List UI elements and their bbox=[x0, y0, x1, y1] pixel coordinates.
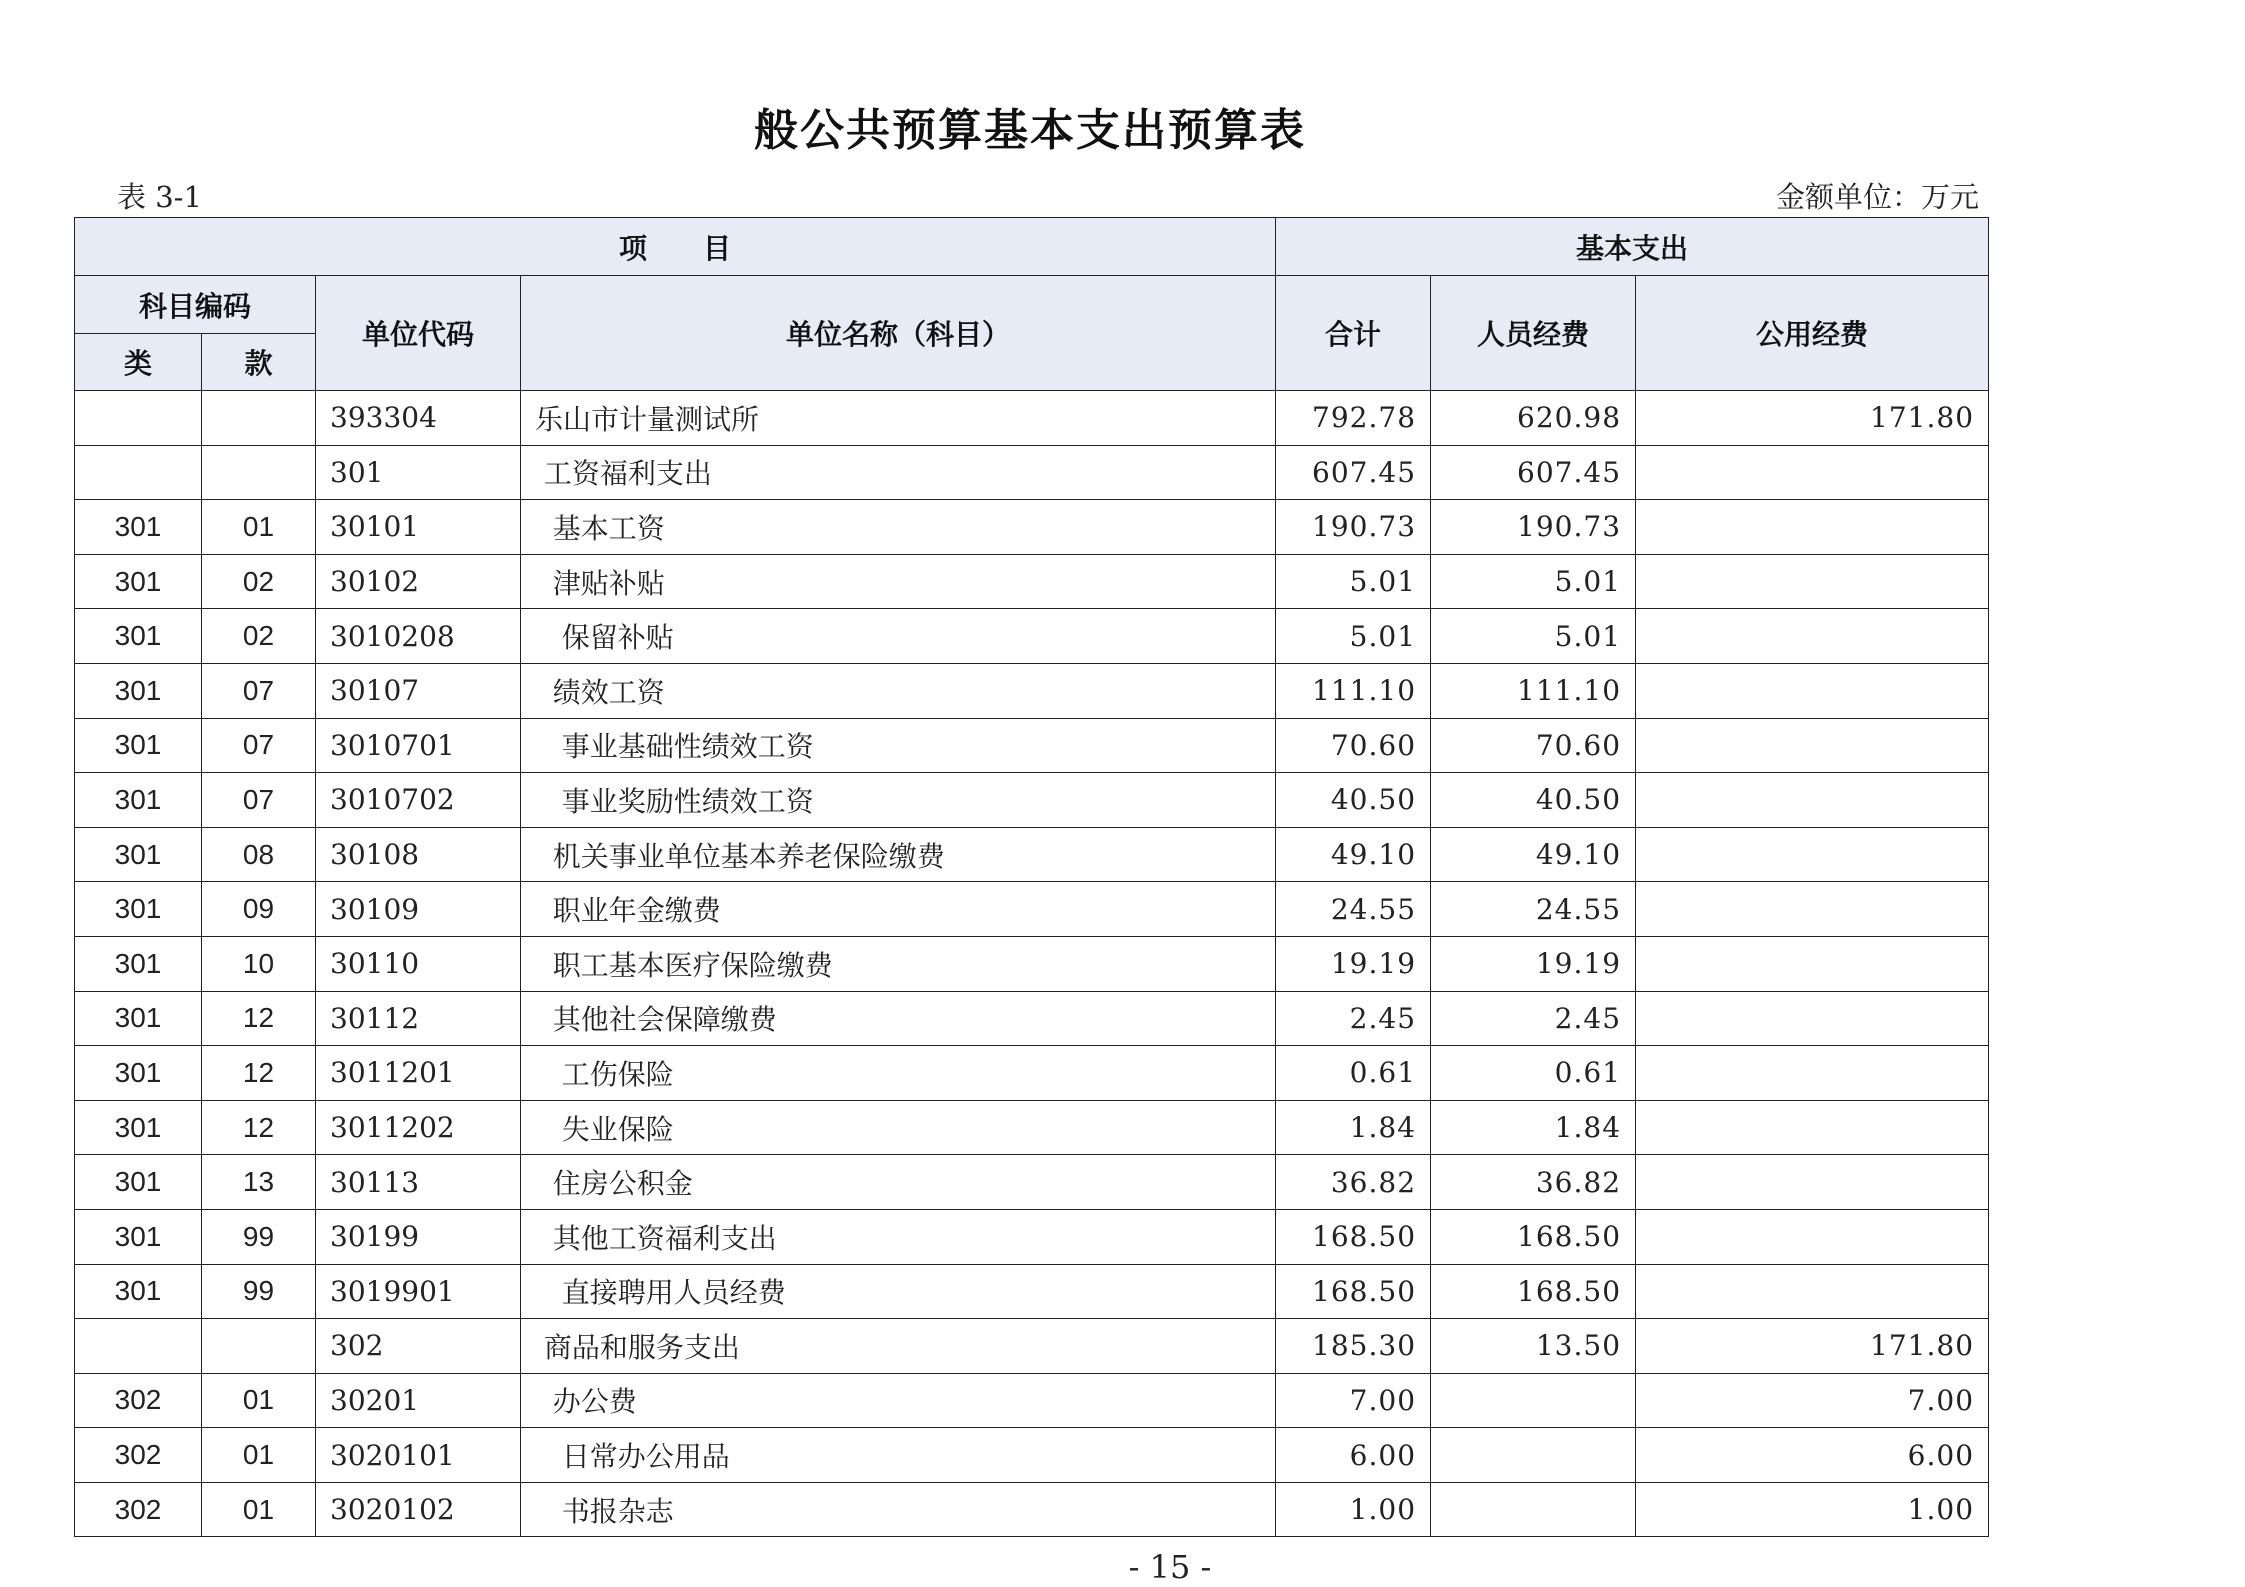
cell-personnel bbox=[1431, 1373, 1636, 1428]
table-row bbox=[75, 391, 1989, 446]
cell-unit-code: 3020102 bbox=[316, 1482, 521, 1537]
cell-lei: 301 bbox=[75, 1209, 202, 1264]
cell-kuan: 13 bbox=[202, 1155, 316, 1210]
cell-lei: 301 bbox=[75, 1155, 202, 1210]
cell-unit-code: 30110 bbox=[316, 936, 521, 991]
cell-unit-code: 30112 bbox=[316, 991, 521, 1046]
cell-unit-name: 失业保险 bbox=[521, 1100, 1276, 1155]
table-row bbox=[75, 445, 1989, 500]
table-number: 表 3-1 bbox=[117, 180, 202, 214]
cell-kuan: 99 bbox=[202, 1209, 316, 1264]
cell-public bbox=[1636, 609, 1989, 664]
cell-unit-name: 办公费 bbox=[521, 1373, 1276, 1428]
cell-kuan: 02 bbox=[202, 554, 316, 609]
cell-unit-code: 302 bbox=[316, 1319, 521, 1374]
cell-lei bbox=[75, 1319, 202, 1374]
cell-lei: 301 bbox=[75, 500, 202, 555]
cell-personnel: 19.19 bbox=[1431, 936, 1636, 991]
cell-unit-code: 30108 bbox=[316, 827, 521, 882]
cell-unit-code: 30102 bbox=[316, 554, 521, 609]
cell-unit-code: 30113 bbox=[316, 1155, 521, 1210]
cell-total: 190.73 bbox=[1276, 500, 1431, 555]
cell-lei: 301 bbox=[75, 773, 202, 828]
table-row bbox=[75, 1482, 1989, 1537]
header-project: 项 目 bbox=[75, 218, 1276, 276]
table-row bbox=[75, 882, 1989, 937]
table-row bbox=[75, 500, 1989, 555]
cell-unit-name: 工资福利支出 bbox=[521, 445, 1276, 500]
table-row bbox=[75, 1428, 1989, 1483]
cell-kuan: 01 bbox=[202, 1482, 316, 1537]
header-unit-name: 单位名称（科目） bbox=[521, 276, 1276, 391]
cell-personnel: 111.10 bbox=[1431, 663, 1636, 718]
cell-total: 111.10 bbox=[1276, 663, 1431, 718]
header-row-1 bbox=[75, 218, 1989, 276]
table-row bbox=[75, 1100, 1989, 1155]
cell-public bbox=[1636, 773, 1989, 828]
cell-lei: 301 bbox=[75, 1264, 202, 1319]
cell-personnel: 1.84 bbox=[1431, 1100, 1636, 1155]
cell-personnel: 5.01 bbox=[1431, 609, 1636, 664]
cell-kuan: 01 bbox=[202, 1428, 316, 1483]
cell-personnel: 5.01 bbox=[1431, 554, 1636, 609]
cell-total: 19.19 bbox=[1276, 936, 1431, 991]
cell-unit-code: 3019901 bbox=[316, 1264, 521, 1319]
cell-lei: 302 bbox=[75, 1373, 202, 1428]
cell-unit-name: 职业年金缴费 bbox=[521, 882, 1276, 937]
cell-public bbox=[1636, 718, 1989, 773]
cell-unit-name: 其他工资福利支出 bbox=[521, 1209, 1276, 1264]
cell-unit-name: 事业奖励性绩效工资 bbox=[521, 773, 1276, 828]
cell-total: 2.45 bbox=[1276, 991, 1431, 1046]
cell-unit-code: 30107 bbox=[316, 663, 521, 718]
cell-personnel: 190.73 bbox=[1431, 500, 1636, 555]
cell-total: 6.00 bbox=[1276, 1428, 1431, 1483]
table-row bbox=[75, 609, 1989, 664]
table-row bbox=[75, 1373, 1989, 1428]
cell-lei: 302 bbox=[75, 1428, 202, 1483]
cell-unit-name: 商品和服务支出 bbox=[521, 1319, 1276, 1374]
cell-kuan: 12 bbox=[202, 1046, 316, 1101]
header-lei: 类 bbox=[75, 334, 202, 391]
cell-kuan: 99 bbox=[202, 1264, 316, 1319]
cell-personnel: 36.82 bbox=[1431, 1155, 1636, 1210]
cell-lei bbox=[75, 391, 202, 446]
cell-public bbox=[1636, 445, 1989, 500]
cell-personnel: 168.50 bbox=[1431, 1209, 1636, 1264]
cell-unit-code: 3011201 bbox=[316, 1046, 521, 1101]
cell-public: 171.80 bbox=[1636, 391, 1989, 446]
cell-total: 607.45 bbox=[1276, 445, 1431, 500]
cell-unit-code: 30199 bbox=[316, 1209, 521, 1264]
cell-total: 5.01 bbox=[1276, 609, 1431, 664]
header-total: 合计 bbox=[1276, 276, 1431, 391]
cell-public bbox=[1636, 882, 1989, 937]
cell-personnel bbox=[1431, 1482, 1636, 1537]
table-row bbox=[75, 554, 1989, 609]
cell-public: 6.00 bbox=[1636, 1428, 1989, 1483]
header-unit-code: 单位代码 bbox=[316, 276, 521, 391]
cell-total: 36.82 bbox=[1276, 1155, 1431, 1210]
table-row bbox=[75, 1264, 1989, 1319]
cell-kuan: 10 bbox=[202, 936, 316, 991]
page-title: 般公共预算基本支出预算表 bbox=[754, 105, 1306, 156]
cell-lei: 301 bbox=[75, 663, 202, 718]
cell-unit-code: 30201 bbox=[316, 1373, 521, 1428]
cell-unit-name: 其他社会保障缴费 bbox=[521, 991, 1276, 1046]
cell-personnel: 70.60 bbox=[1431, 718, 1636, 773]
table-row bbox=[75, 991, 1989, 1046]
cell-lei bbox=[75, 445, 202, 500]
cell-public bbox=[1636, 936, 1989, 991]
cell-kuan: 02 bbox=[202, 609, 316, 664]
cell-kuan: 01 bbox=[202, 1373, 316, 1428]
cell-public bbox=[1636, 663, 1989, 718]
table-row bbox=[75, 663, 1989, 718]
cell-public bbox=[1636, 500, 1989, 555]
cell-total: 1.00 bbox=[1276, 1482, 1431, 1537]
cell-personnel bbox=[1431, 1428, 1636, 1483]
cell-total: 185.30 bbox=[1276, 1319, 1431, 1374]
table-row bbox=[75, 1046, 1989, 1101]
cell-lei: 302 bbox=[75, 1482, 202, 1537]
cell-kuan: 12 bbox=[202, 1100, 316, 1155]
cell-unit-name: 工伤保险 bbox=[521, 1046, 1276, 1101]
cell-total: 49.10 bbox=[1276, 827, 1431, 882]
cell-total: 0.61 bbox=[1276, 1046, 1431, 1101]
header-public: 公用经费 bbox=[1636, 276, 1989, 391]
cell-public bbox=[1636, 1264, 1989, 1319]
cell-public bbox=[1636, 554, 1989, 609]
cell-public bbox=[1636, 1046, 1989, 1101]
cell-unit-name: 基本工资 bbox=[521, 500, 1276, 555]
cell-unit-name: 书报杂志 bbox=[521, 1482, 1276, 1537]
cell-total: 5.01 bbox=[1276, 554, 1431, 609]
header-subject-code: 科目编码 bbox=[75, 276, 316, 334]
cell-public bbox=[1636, 1100, 1989, 1155]
cell-unit-name: 职工基本医疗保险缴费 bbox=[521, 936, 1276, 991]
table-body bbox=[75, 391, 1989, 1537]
cell-total: 40.50 bbox=[1276, 773, 1431, 828]
table-row bbox=[75, 827, 1989, 882]
table-row bbox=[75, 1319, 1989, 1374]
cell-public bbox=[1636, 1155, 1989, 1210]
cell-personnel: 607.45 bbox=[1431, 445, 1636, 500]
cell-personnel: 2.45 bbox=[1431, 991, 1636, 1046]
cell-unit-code: 30101 bbox=[316, 500, 521, 555]
table-row bbox=[75, 1209, 1989, 1264]
cell-public bbox=[1636, 991, 1989, 1046]
cell-unit-code: 393304 bbox=[316, 391, 521, 446]
cell-public bbox=[1636, 827, 1989, 882]
cell-total: 24.55 bbox=[1276, 882, 1431, 937]
cell-unit-name: 乐山市计量测试所 bbox=[521, 391, 1276, 446]
cell-unit-code: 3010208 bbox=[316, 609, 521, 664]
cell-lei: 301 bbox=[75, 936, 202, 991]
cell-kuan: 07 bbox=[202, 718, 316, 773]
cell-kuan: 08 bbox=[202, 827, 316, 882]
cell-public: 7.00 bbox=[1636, 1373, 1989, 1428]
cell-lei: 301 bbox=[75, 1046, 202, 1101]
cell-kuan: 12 bbox=[202, 991, 316, 1046]
header-row-2 bbox=[75, 276, 1989, 334]
cell-personnel: 0.61 bbox=[1431, 1046, 1636, 1101]
cell-personnel: 24.55 bbox=[1431, 882, 1636, 937]
cell-unit-code: 3020101 bbox=[316, 1428, 521, 1483]
cell-personnel: 168.50 bbox=[1431, 1264, 1636, 1319]
cell-lei: 301 bbox=[75, 554, 202, 609]
cell-kuan bbox=[202, 1319, 316, 1374]
cell-lei: 301 bbox=[75, 1100, 202, 1155]
cell-public bbox=[1636, 1209, 1989, 1264]
cell-total: 7.00 bbox=[1276, 1373, 1431, 1428]
cell-kuan: 07 bbox=[202, 773, 316, 828]
cell-unit-code: 30109 bbox=[316, 882, 521, 937]
cell-kuan: 09 bbox=[202, 882, 316, 937]
table-row bbox=[75, 1155, 1989, 1210]
cell-kuan: 07 bbox=[202, 663, 316, 718]
cell-unit-name: 机关事业单位基本养老保险缴费 bbox=[521, 827, 1276, 882]
cell-unit-name: 保留补贴 bbox=[521, 609, 1276, 664]
cell-kuan: 01 bbox=[202, 500, 316, 555]
table-row bbox=[75, 718, 1989, 773]
cell-kuan bbox=[202, 391, 316, 446]
cell-total: 168.50 bbox=[1276, 1264, 1431, 1319]
cell-personnel: 40.50 bbox=[1431, 773, 1636, 828]
cell-unit-name: 日常办公用品 bbox=[521, 1428, 1276, 1483]
cell-unit-code: 301 bbox=[316, 445, 521, 500]
cell-unit-name: 津贴补贴 bbox=[521, 554, 1276, 609]
cell-total: 792.78 bbox=[1276, 391, 1431, 446]
cell-total: 168.50 bbox=[1276, 1209, 1431, 1264]
budget-table bbox=[74, 217, 1989, 1537]
cell-lei: 301 bbox=[75, 991, 202, 1046]
cell-total: 1.84 bbox=[1276, 1100, 1431, 1155]
cell-lei: 301 bbox=[75, 882, 202, 937]
cell-unit-code: 3011202 bbox=[316, 1100, 521, 1155]
cell-public: 1.00 bbox=[1636, 1482, 1989, 1537]
cell-kuan bbox=[202, 445, 316, 500]
cell-lei: 301 bbox=[75, 609, 202, 664]
header-personnel: 人员经费 bbox=[1431, 276, 1636, 391]
unit-label: 金额单位：万元 bbox=[1775, 180, 1979, 214]
cell-total: 70.60 bbox=[1276, 718, 1431, 773]
cell-lei: 301 bbox=[75, 827, 202, 882]
table-row bbox=[75, 773, 1989, 828]
cell-personnel: 13.50 bbox=[1431, 1319, 1636, 1374]
cell-unit-code: 3010702 bbox=[316, 773, 521, 828]
header-basic-expense: 基本支出 bbox=[1276, 218, 1989, 276]
cell-unit-name: 事业基础性绩效工资 bbox=[521, 718, 1276, 773]
cell-unit-name: 直接聘用人员经费 bbox=[521, 1264, 1276, 1319]
header-kuan: 款 bbox=[202, 334, 316, 391]
page-number: - 15 - bbox=[1128, 1548, 1212, 1586]
cell-public: 171.80 bbox=[1636, 1319, 1989, 1374]
cell-unit-code: 3010701 bbox=[316, 718, 521, 773]
table-row bbox=[75, 936, 1989, 991]
cell-personnel: 620.98 bbox=[1431, 391, 1636, 446]
cell-lei: 301 bbox=[75, 718, 202, 773]
cell-personnel: 49.10 bbox=[1431, 827, 1636, 882]
cell-unit-name: 绩效工资 bbox=[521, 663, 1276, 718]
cell-unit-name: 住房公积金 bbox=[521, 1155, 1276, 1210]
